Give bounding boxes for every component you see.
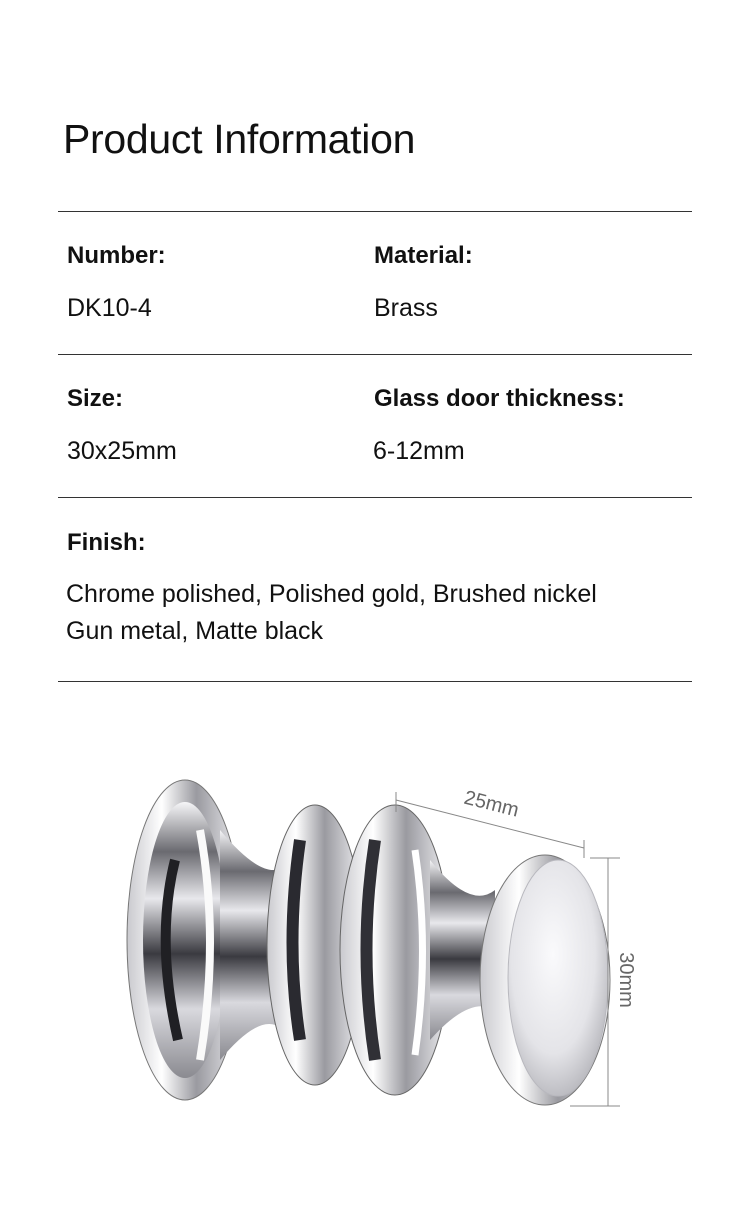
number-value: DK10-4: [67, 294, 152, 322]
material-value: Brass: [374, 294, 438, 322]
glass-thickness-label: Glass door thickness:: [374, 385, 625, 412]
page-title: Product Information: [63, 116, 416, 162]
finish-label: Finish:: [67, 529, 146, 556]
middle-flange: [267, 805, 450, 1095]
size-label: Size:: [67, 385, 124, 412]
divider: [58, 211, 692, 212]
material-label: Material:: [374, 242, 473, 269]
width-dimension-label: 25mm: [461, 786, 522, 822]
number-label: Number:: [67, 242, 166, 269]
finish-value-line-1: Chrome polished, Polished gold, Brushed nickel: [66, 580, 597, 608]
divider: [58, 354, 692, 355]
right-knob: [480, 855, 610, 1105]
size-value: 30x25mm: [67, 437, 177, 465]
height-dimension-label: 30mm: [615, 952, 637, 1008]
finish-value-line-2: Gun metal, Matte black: [66, 617, 324, 645]
divider: [58, 497, 692, 498]
product-image: [100, 740, 660, 1160]
glass-thickness-value: 6-12mm: [373, 437, 465, 465]
divider: [58, 681, 692, 682]
